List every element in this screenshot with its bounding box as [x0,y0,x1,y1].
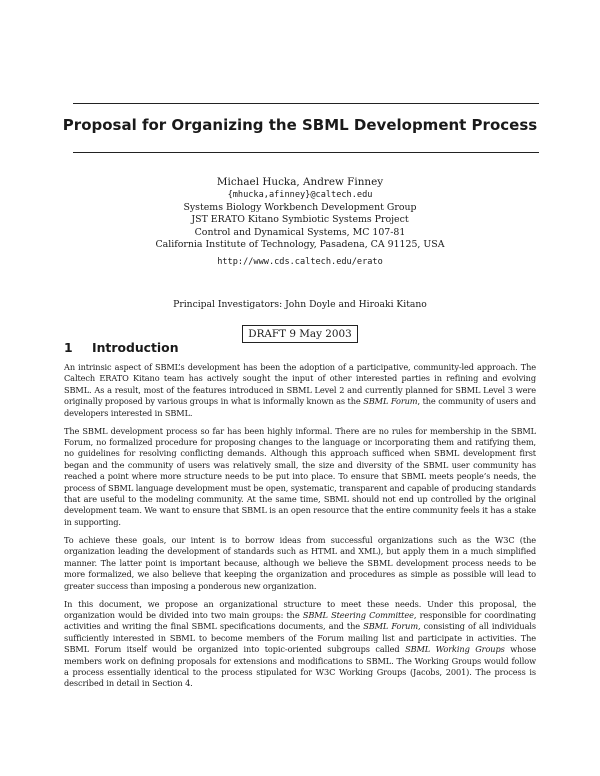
affiliation-line: Systems Biology Workbench Development Group [183,201,417,213]
principal-investigators: Principal Investigators: John Doyle and Hiroaki Kitano [173,299,427,310]
author-names: Michael Hucka, Andrew Finney [216,176,384,188]
emphasis-term: SBML Forum [363,396,418,407]
author-block [0,175,600,269]
title-bottom-rule [73,152,539,153]
affiliation-line: Control and Dynamical Systems, MC 107-81 [194,226,406,238]
paper-title: Proposal for Organizing the SBML Development Process [62,116,538,134]
section-body [64,362,536,696]
emphasis-term: SBML Working Groups [405,644,505,655]
section-heading [64,340,179,355]
paragraph: The SBML development process so far has been highly informal. There are no rules for membership in the SBML Forum, no formalized procedure for proposing changes to the language or incorporating them and ratifying them, no guidelines for resolving conflicting demands. Although this approach sufficed when SBML development first began and the community of users was relatively small, the size and diversity of the SBML user community has reached a point where more structure needs to be put into place. To ensure that SBML meets people’s needs, the process of SBML language development must be open, systematic, transparent and capable of producing standards that are useful to the modeling community. At the same time, SBML should not end up controlled by the original development team. We want to ensure that SBML is an open resource that the entire community feels it has a stake in supporting. [64,425,536,527]
text-run: , responsible for coordinating activities and writing the final SBML specifications documents, and the [64,609,537,632]
title-top-rule [73,103,539,104]
paragraph: To achieve these goals, our intent is to borrow ideas from successful organizations such as the W3C (the organization leading the development of standards such as HTML and XML), but apply them in a much simplified manner. The latter point is important because, although we believe the SBML development process needs to be more formalized, we also believe that keeping the organization and procedures as simple as possible will lead to greater success than imposing a ponderous new organization. [64,534,536,591]
text-run: whose members work on defining proposals for extensions and modifications to SBML. The Working Groups would follow a process essentially identical to the process stipulated for W3C Working Groups (Jacobs, 2001). The process is described in detail in Section 4. [64,644,536,689]
section-title: Introduction [92,340,179,355]
emphasis-term: SBML Steering Committee [302,609,414,620]
section-number: 1 [64,340,73,355]
text-run: In this document, we propose an organizational structure to meet these needs. Under this proposal, the organization would be divided into two main groups: the [64,598,536,620]
affiliation-line: JST ERATO Kitano Symbiotic Systems Project [191,214,409,226]
draft-date-box: DRAFT 9 May 2003 [242,325,357,343]
emphasis-term: SBML Forum [363,621,418,632]
text-run: An intrinsic aspect of SBML’s development has been the adoption of a participative, community-led approach. The Caltech ERATO Kitano team has actively sought the input of other interested parties in refining and evolving SBML. As a result, most of the features introduced in SBML Level 2 and currently planned for SBML Level 3 were originally proposed by various groups in what is informally known as the [64,362,536,407]
text-run: , consisting of all individuals sufficiently interested in SBML to become members of the Forum mailing list and participate in activities. The SBML Forum itself would be organized into topic-oriented subgroups called [64,621,536,655]
author-email[interactable]: {mhucka,afinney}@caltech.edu [227,190,373,200]
text-run: , the community of users and developers interested in SBML. [64,396,537,418]
affiliation-line: California Institute of Technology, Pasadena, CA 91125, USA [155,239,445,251]
group-url-link[interactable]: http://www.cds.caltech.edu/erato [217,256,383,267]
paragraph [64,599,536,690]
paragraph [64,362,536,419]
